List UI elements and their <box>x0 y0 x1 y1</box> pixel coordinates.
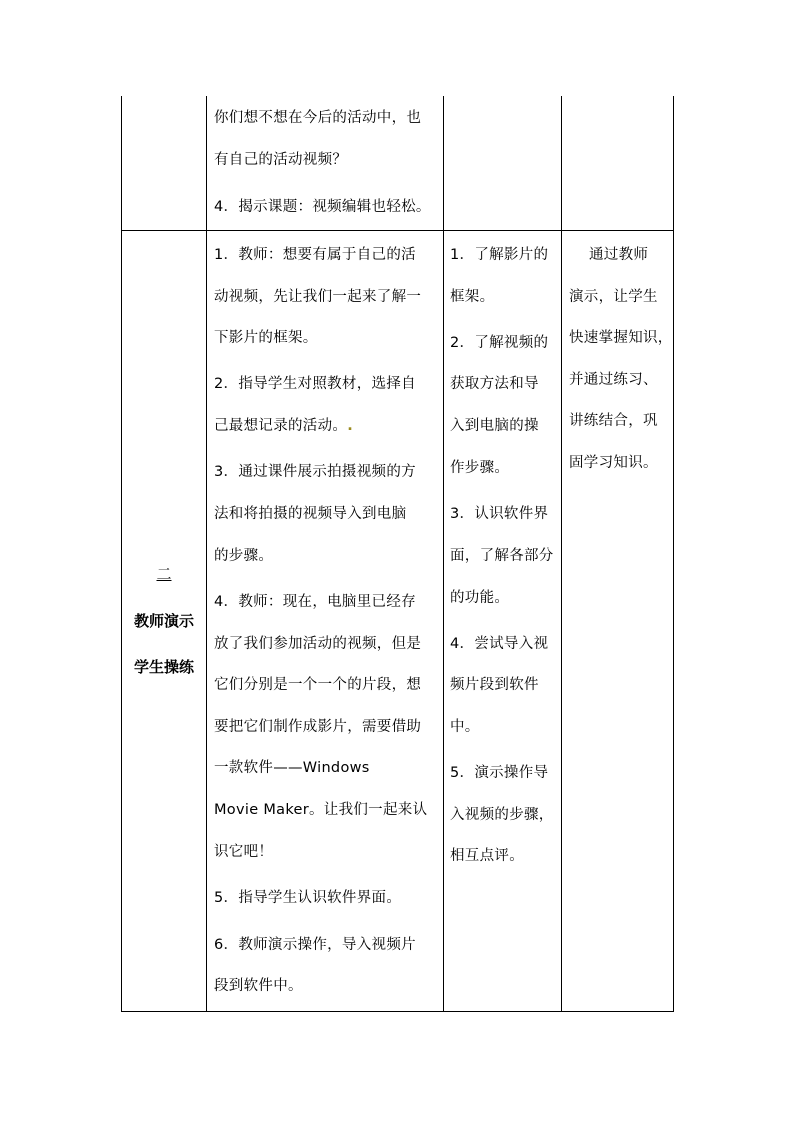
text-line: 2．指导学生对照教材，选择自 <box>214 376 416 392</box>
text-line: 频片段到软件 <box>450 677 539 693</box>
teacher-activity-cell <box>214 0 440 1011</box>
stage-number: 二 <box>156 565 172 583</box>
text-line: 的功能。 <box>450 590 510 606</box>
text-line: 讲练结合，巩 <box>569 413 658 429</box>
text-line: 作步骤。 <box>450 460 510 476</box>
text-line: 1．教师：想要有属于自己的活 <box>214 247 416 263</box>
stage-title-line1: 教师演示 <box>133 612 194 630</box>
design-intent-cell <box>569 0 672 1011</box>
text-line: 要把它们制作成影片，需要借助 <box>214 719 422 735</box>
text-line: 5．演示操作导 <box>450 765 549 781</box>
text-line: 中。 <box>450 719 480 735</box>
stray-mark: . <box>347 418 354 434</box>
text-line: 通过教师 <box>589 247 649 263</box>
text-line: 5．指导学生认识软件界面。 <box>214 890 402 906</box>
text-line <box>214 416 353 436</box>
text-line: 你们想不想在今后的活动中，也 <box>214 110 422 126</box>
text-line: 3．认识软件界 <box>450 506 549 522</box>
text-line: 动视频，先让我们一起来了解一 <box>214 289 422 305</box>
text-line: 面，了解各部分 <box>450 548 554 564</box>
text-line: 框架。 <box>450 289 495 305</box>
text-line: 有自己的活动视频？ <box>214 152 348 168</box>
text-line: 固学习知识。 <box>569 455 658 471</box>
text-line: 6．教师演示操作，导入视频片 <box>214 937 416 953</box>
text-line: 2．了解视频的 <box>450 335 549 351</box>
text-line: 放了我们参加活动的视频，但是 <box>214 636 422 652</box>
text-line: 的步骤。 <box>214 548 274 564</box>
text-line: 相互点评。 <box>450 848 524 864</box>
text-line: 4．尝试导入视 <box>450 636 549 652</box>
student-activity-cell <box>450 0 560 1011</box>
table-border-bottom <box>121 1011 674 1012</box>
text-line: 一款软件——Windows <box>214 760 370 776</box>
text-line: 1．了解影片的 <box>450 247 549 263</box>
text-line: 并通过练习、 <box>569 372 658 388</box>
table-divider-col1 <box>206 96 207 1012</box>
text-line: 段到软件中。 <box>214 978 303 994</box>
text-line-content: 己最想记录的活动。 <box>214 418 348 434</box>
table-divider-col3 <box>561 96 562 1012</box>
table-border-right <box>673 96 674 1012</box>
text-line: 它们分别是一个一个的片段，想 <box>214 677 422 693</box>
text-line: 法和将拍摄的视频导入到电脑 <box>214 506 407 522</box>
text-line: Movie Maker。让我们一起来认 <box>214 802 428 818</box>
table-divider-col2 <box>443 96 444 1012</box>
text-line: 3．通过课件展示拍摄视频的方 <box>214 464 416 480</box>
text-line: 快速掌握知识， <box>569 330 673 346</box>
stage-cell <box>122 231 206 1011</box>
text-line: 识它吧！ <box>214 844 274 860</box>
stage-title-line2: 学生操练 <box>133 658 194 676</box>
text-line: 获取方法和导 <box>450 376 539 392</box>
text-line: 4．揭示课题：视频编辑也轻松。 <box>214 199 431 215</box>
text-line: 4．教师：现在，电脑里已经存 <box>214 594 416 610</box>
text-line: 入到电脑的操 <box>450 418 539 434</box>
text-line: 演示，让学生 <box>569 289 658 305</box>
text-line: 入视频的步骤， <box>450 807 554 823</box>
text-line: 下影片的框架。 <box>214 330 318 346</box>
